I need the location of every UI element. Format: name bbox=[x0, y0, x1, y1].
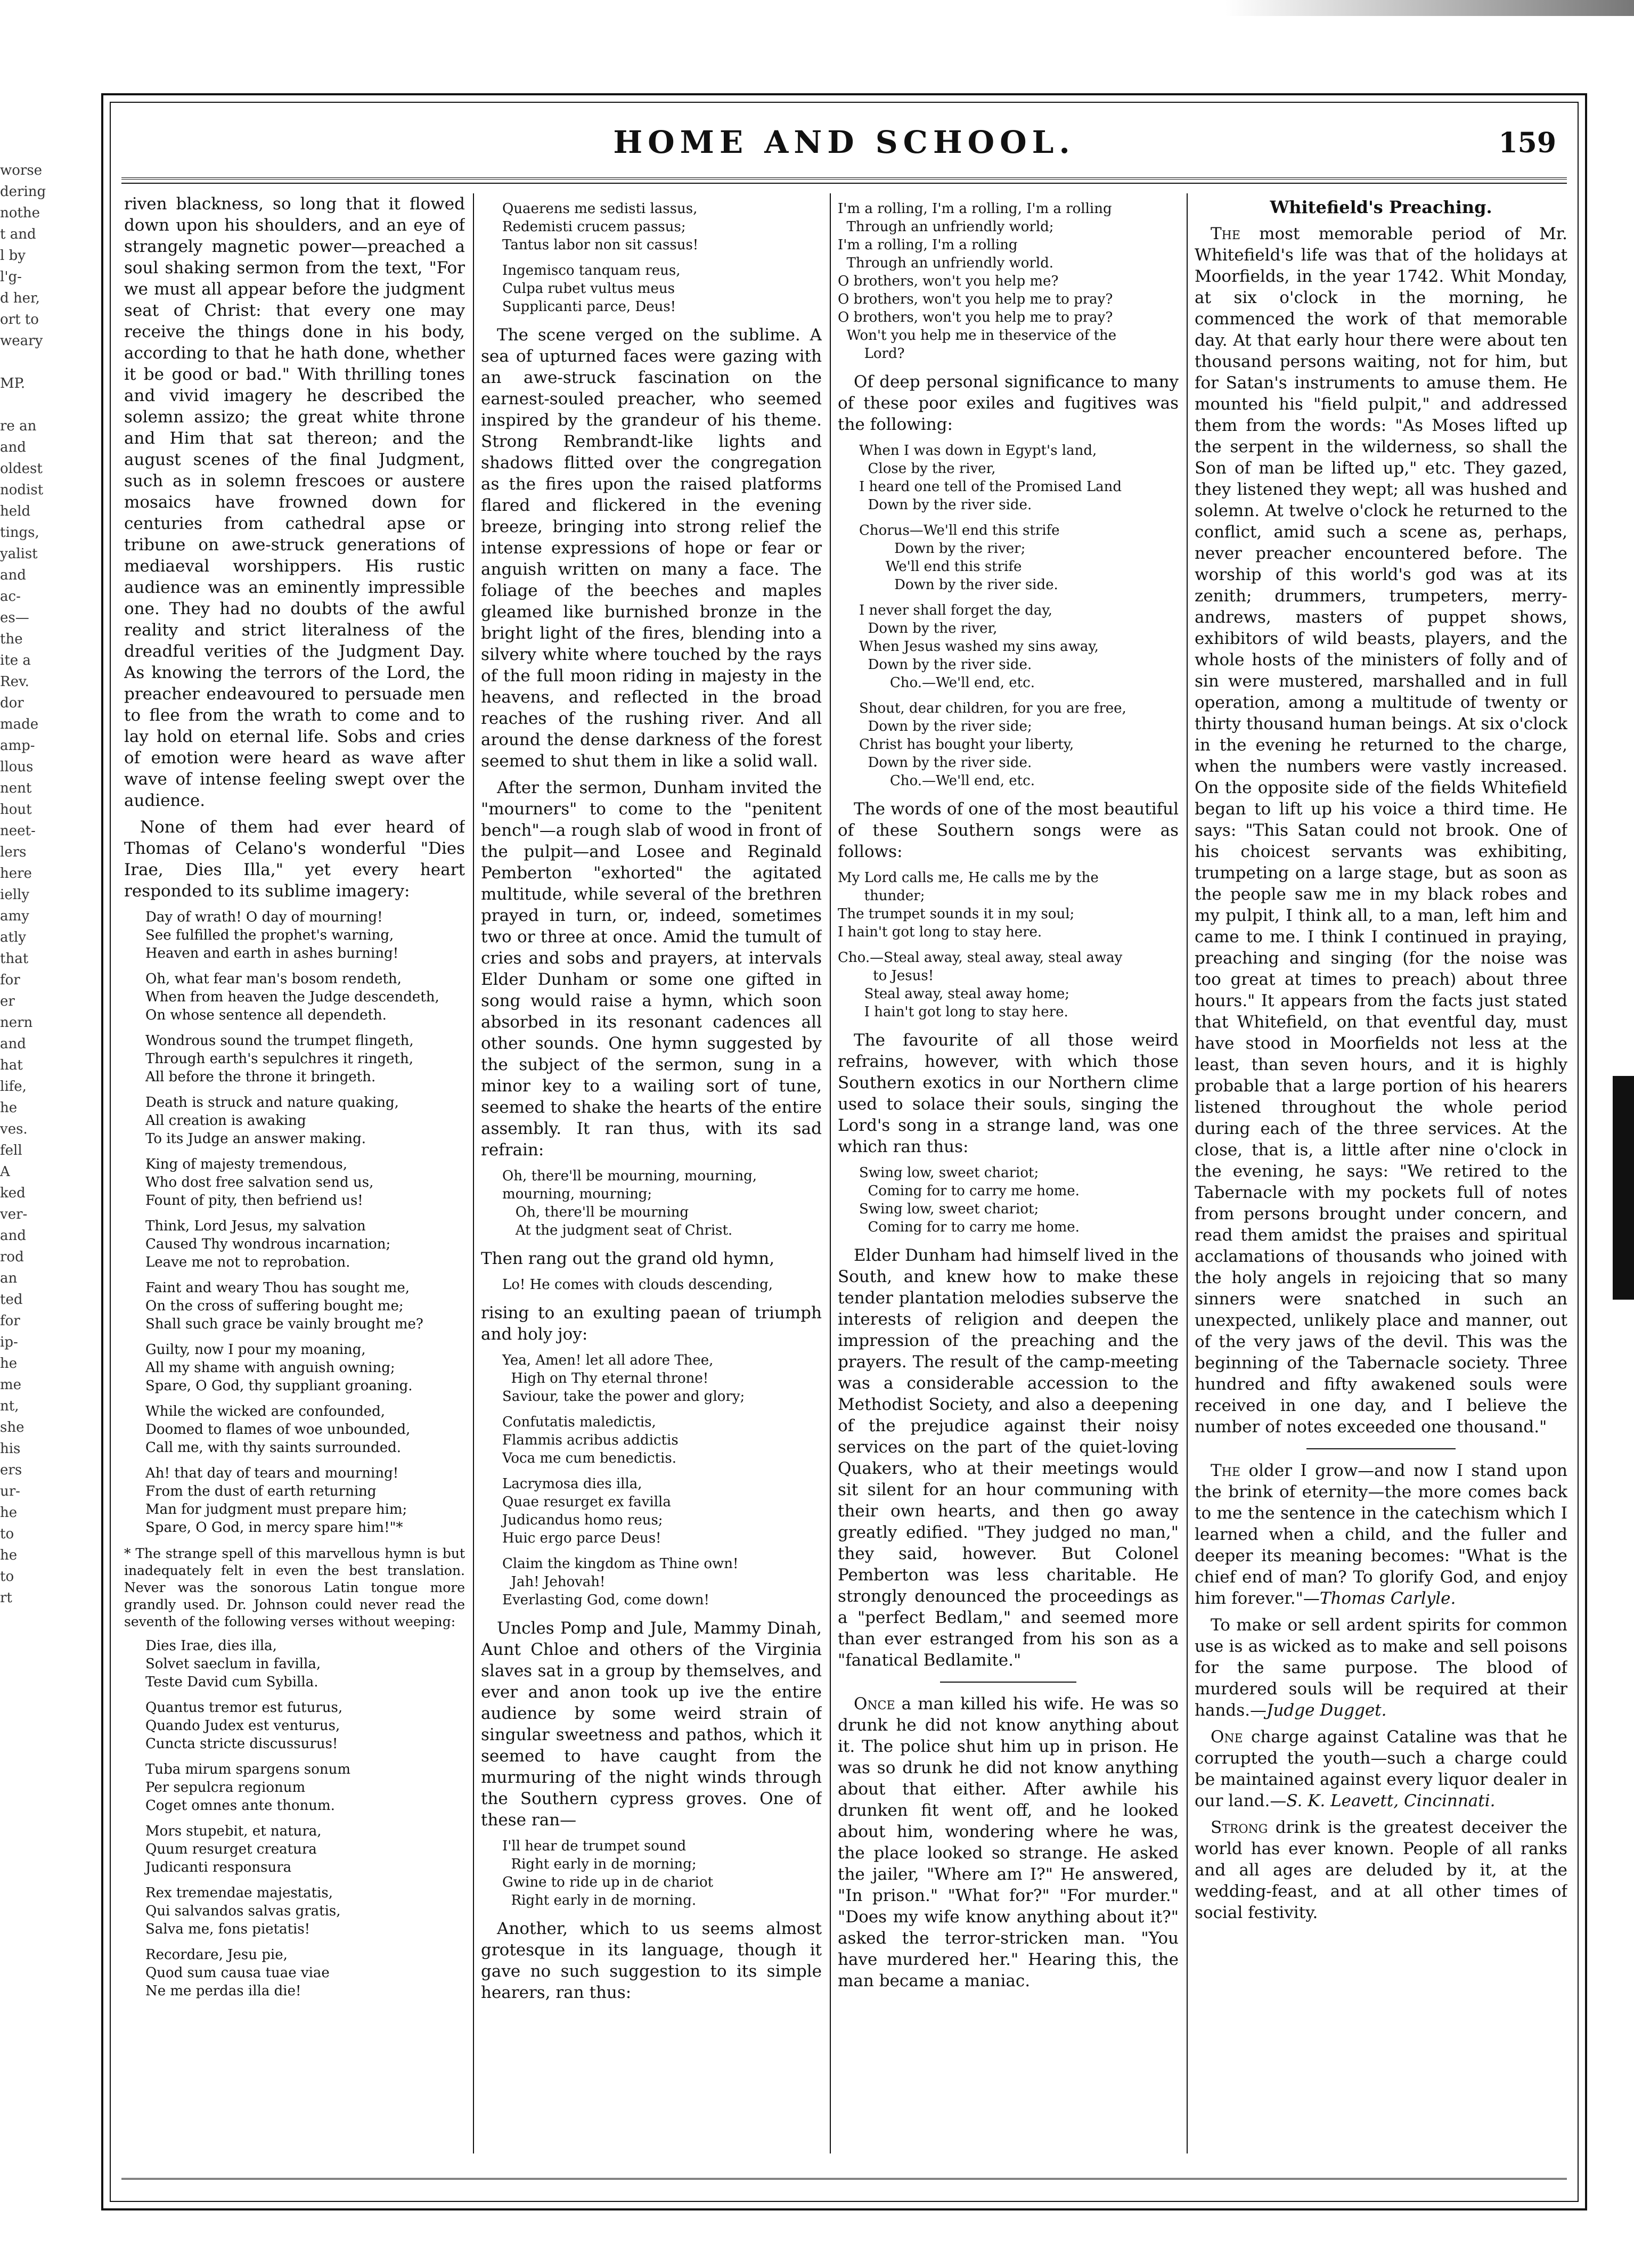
margin-fragment: nothe bbox=[0, 205, 40, 221]
hymn-dies-irae bbox=[145, 908, 465, 1537]
page-header bbox=[111, 103, 1578, 183]
stanza: Quantus tremor est futurus, Quando Judex est venturus, Cuncta stricte discussurus! bbox=[145, 1700, 343, 1752]
margin-fragment: amy bbox=[0, 908, 29, 924]
margin-fragment: d her, bbox=[0, 290, 40, 306]
margin-fragment: ac- bbox=[0, 589, 21, 605]
stanza: Dies Irae, dies illa, Solvet saeclum in favilla, Teste David cum Sybilla. bbox=[145, 1638, 321, 1690]
stanza: Lacrymosa dies illa, Quae resurget ex favilla Judicandus homo reus; Huic ergo parce Deus! bbox=[502, 1476, 671, 1546]
paragraph bbox=[1195, 1726, 1567, 1812]
margin-fragment: hat bbox=[0, 1057, 23, 1073]
margin-fragment: ielly bbox=[0, 887, 30, 903]
margin-fragment: l'g- bbox=[0, 269, 22, 285]
margin-fragment: ers bbox=[0, 1462, 22, 1478]
attribution: Judge Dugget. bbox=[1267, 1701, 1387, 1720]
song-verse bbox=[838, 869, 1179, 1021]
stanza: Oh, there'll be mourning, mourning, mourning, mourning; Oh, there'll be mourning At the judgment seat of Christ. bbox=[502, 1168, 757, 1238]
article-heading: Whitefield's Preaching. bbox=[1270, 197, 1492, 217]
margin-fragment: fell bbox=[0, 1143, 22, 1159]
stanza: Quaerens me sedisti lassus, Redemisti crucem passus; Tantus labor non sit cassus! bbox=[502, 201, 699, 253]
stanza: Wondrous sound the trumpet flingeth, Through earth's sepulchres it ringeth, All before the throne it bringeth. bbox=[145, 1033, 414, 1085]
margin-fragment: l by bbox=[0, 248, 26, 264]
paragraph-text: charge against Cataline was that he corrupted the youth—such a charge could be maintained against every liquor dealer in our land.— bbox=[1195, 1727, 1567, 1810]
column-4 bbox=[1195, 193, 1567, 2164]
page-inner-border bbox=[110, 102, 1579, 2202]
margin-fragment: for bbox=[0, 1313, 20, 1329]
margin-fragment: oldest bbox=[0, 461, 43, 477]
stanza: Lo! He comes with clouds descending, bbox=[502, 1277, 773, 1293]
paragraph: Of deep personal significance to many of these poor exiles and fugitives was the following: bbox=[838, 372, 1179, 434]
stanza: Rex tremendae majestatis, Qui salvandos salvas gratis, Salva me, fons pietatis! bbox=[145, 1885, 341, 1937]
margin-fragment: hout bbox=[0, 802, 32, 818]
binder-clip bbox=[1613, 1076, 1634, 1300]
margin-fragment: ort to bbox=[0, 312, 39, 328]
stanza: Confutatis maledictis, Flammis acribus addictis Voca me cum benedictis. bbox=[502, 1414, 679, 1466]
stanza: Oh, what fear man's bosom rendeth, When from heaven the Judge descendeth, On whose sentence all dependeth. bbox=[145, 971, 439, 1023]
top-edge-shadow bbox=[0, 0, 1634, 16]
column-1 bbox=[124, 193, 465, 2164]
paragraph: riven blackness, so long that it flowed down upon his shoulders, and an eye of strangely magnetic power—preached a soul shaking sermon from the text, "For we must all appear before the judgment seat of Christ: that every one may receive the things done in his body, according to that he hath done, whether it be good or bad." With thrilling tones and vivid imagery he described the solemn assizo; the great white throne and Him that sat thereon; and the august scenes of the final Judgment, such as in solemn frescoes or austere mosaics have frowned down for centuries from cathedral apse or tribune on awe-struck generations of mediaeval worshippers. His rustic audience was an eminently impressible one. They had no doubts of the awful reality and strict literalness of the dreadful verities of the Judgment Day. As knowing the terrors of the Lord, the preacher endeavoured to persuade men to flee from the wrath to come and to lay hold on eternal life. Sobs and cries of emotion were heard as wave after wave of intense feeling swept over the audience. bbox=[124, 194, 465, 810]
paragraph: The words of one of the most beautiful of these Southern songs were as follows: bbox=[838, 799, 1179, 861]
margin-fragment: nt, bbox=[0, 1398, 19, 1414]
margin-fragment: atly bbox=[0, 929, 26, 945]
column-divider bbox=[473, 193, 474, 2153]
margin-fragment: nern bbox=[0, 1015, 33, 1031]
footnote: * The strange spell of this marvellous hymn is but inadequately felt in even the best translation. Never was the sonorous Latin tongue more grandly used. Dr. Johnson could never read the seventh of the following verses without weeping: bbox=[124, 1546, 465, 1629]
hymn-verse bbox=[502, 1167, 822, 1239]
paragraph: Uncles Pomp and Jule, Mammy Dinah, Aunt Chloe and others of the Virginia slaves sat in a group by themselves, and ever and anon took up ive the entire audience by some weird strain of singular sweetness and pathos, which it seemed to have caught from the murmuring of the night winds through the Southern cypress groves. One of these ran— bbox=[481, 1619, 822, 1830]
margin-fragment: he bbox=[0, 1547, 18, 1563]
stanza: My Lord calls me, He calls me by the thunder; The trumpet sounds it in my soul; I hain't got long to stay here. bbox=[838, 870, 1099, 940]
margin-fragment: A bbox=[0, 1164, 10, 1180]
margin-fragment: dering bbox=[0, 184, 46, 200]
paragraph-text: drink is the greatest deceiver the world has ever known. People of all ranks and all ages are deluded by it, at the wedding-feast, and at all other times of social festivity. bbox=[1195, 1818, 1567, 1922]
latin-hymn bbox=[145, 1637, 465, 2000]
margin-fragment: and bbox=[0, 1228, 26, 1244]
paragraph: The scene verged on the sublime. A sea of upturned faces were gazing with an awe-struck fascination on the earnest-souled preacher, who seemed inspired by the grandeur of his theme. Strong Rembrandt-like lights and shadows flitted over the congregation as the fires upon the raised platforms flared and flickered in the evening breeze, bringing into strong relief the intense expressions of hope or fear or anguish written on many a face. The foliage of the beeches and maples gleamed like burnished bronze in the bright light of the fires, blending into a silvery white where touched by the rays of the full moon riding in majesty in the heavens, and reflected in the broad reaches of the rushing river. And all around the dense darkness of the forest seemed to shut them in like a solid wall. bbox=[481, 325, 822, 771]
stanza: Ah! that day of tears and mourning! From the dust of earth returning Man for judgment must prepare him; Spare, O God, in mercy spare him!"* bbox=[145, 1465, 407, 1536]
margin-fragment bbox=[0, 394, 80, 415]
margin-fragment: nodist bbox=[0, 482, 44, 498]
margin-fragment: that bbox=[0, 951, 29, 967]
margin-fragment: MP. bbox=[0, 376, 26, 391]
paragraph bbox=[1195, 223, 1567, 1438]
paragraph: The favourite of all those weird refrains, however, with which those Southern exotics in our Northern clime used to solace their souls, singing the Lord's song in a strange land, was one which ran thus: bbox=[838, 1031, 1179, 1156]
paragraph-text: To make or sell ardent spirits for common use is as wicked as to make and sell poisons for the same purpose. The blood of murdered souls will be required at their hands.— bbox=[1195, 1616, 1567, 1720]
stanza: When I was down in Egypt's land, Close by the river, I heard one tell of the Promised Land Down by the river side. bbox=[859, 443, 1122, 513]
lead-word: One bbox=[1211, 1727, 1243, 1747]
paragraph bbox=[838, 1693, 1179, 1992]
margin-fragment bbox=[0, 352, 80, 373]
newspaper-page bbox=[101, 93, 1587, 2210]
stanza: Yea, Amen! let all adore Thee, High on Thy eternal throne! Saviour, take the power and glory; bbox=[502, 1352, 745, 1405]
margin-fragment: es— bbox=[0, 610, 29, 626]
margin-fragment: rod bbox=[0, 1249, 24, 1265]
margin-fragment: re an bbox=[0, 418, 37, 434]
margin-fragment: ver- bbox=[0, 1206, 28, 1222]
margin-fragment: life, bbox=[0, 1079, 27, 1095]
margin-fragment: neet- bbox=[0, 823, 36, 839]
margin-fragment: ur- bbox=[0, 1483, 20, 1499]
lead-word: The bbox=[1211, 1461, 1240, 1480]
stanza: Guilty, now I pour my moaning, All my shame with anguish owning; Spare, O God, thy suppliant groaning. bbox=[145, 1342, 413, 1394]
stanza: Recordare, Jesu pie, Quod sum causa tuae viae Ne me perdas illa die! bbox=[145, 1947, 330, 1999]
margin-fragment: and bbox=[0, 567, 26, 583]
header-rule bbox=[121, 177, 1567, 184]
margin-fragment: rt bbox=[0, 1590, 12, 1606]
stanza: King of majesty tremendous, Who dost free salvation send us, Fount of pity, then befriend us! bbox=[145, 1156, 374, 1209]
column-divider bbox=[1187, 193, 1188, 2153]
margin-fragment: he bbox=[0, 1505, 18, 1521]
stanza: Claim the kingdom as Thine own! Jah! Jehovah! Everlasting God, come down! bbox=[502, 1556, 739, 1608]
margin-fragment: made bbox=[0, 716, 39, 732]
margin-fragment: held bbox=[0, 503, 31, 519]
paragraph: After the sermon, Dunham invited the "mourners" to come to the "penitent bench"—a rough slab of wood in front of the pulpit—and Losee and Reginald Pemberton "exhorted" the agitated multitude, while several of the brethren prayed in turn, or, indeed, sometimes two or three at once. Amid the tumult of cries and sobs and prayers, at intervals Elder Dunham or some one gifted in song would raise a hymn, which soon absorbed in its resonant cadences all other sounds. One hymn suggested by the subject of the sermon, sung in a minor key to a wailing sort of tune, seemed to shake the hearts of the entire assembly. It ran thus, with its sad refrain: bbox=[481, 778, 822, 1160]
stanza: Death is struck and nature quaking, All creation is awaking To its Judge an answer making. bbox=[145, 1095, 399, 1147]
margin-fragment: an bbox=[0, 1270, 18, 1286]
margin-fragment: he bbox=[0, 1356, 18, 1372]
stanza: Swing low, sweet chariot; Coming for to carry me home. Swing low, sweet chariot; Coming for to carry me home. bbox=[859, 1165, 1080, 1235]
margin-fragment: the bbox=[0, 631, 23, 647]
margin-fragment: tings, bbox=[0, 525, 39, 541]
stanza: Ingemisco tanquam reus, Culpa rubet vultus meus Supplicanti parce, Deus! bbox=[502, 263, 681, 315]
lead-word: Once bbox=[854, 1694, 895, 1714]
hymn-verse bbox=[502, 1351, 822, 1609]
song-verse bbox=[838, 200, 1179, 363]
column-2 bbox=[481, 193, 822, 2164]
bottom-rule bbox=[121, 2178, 1567, 2180]
paragraph-text: older I grow—and now I stand upon the brink of eternity—the more comes back to me the sentence in the catechism which I learned when a child, and the fuller and deeper its meaning becomes: "What is the chief end of man? To glorify God, and enjoy him forever."— bbox=[1195, 1461, 1567, 1608]
attribution: Thomas Carlyle. bbox=[1319, 1589, 1456, 1608]
paragraph bbox=[1195, 1460, 1567, 1609]
lead-word: Strong bbox=[1211, 1818, 1268, 1837]
paragraph-text: a man killed his wife. He was so drunk he did not know anything about it. The police shut him up in prison. He was so drunk he did not know anything about that either. After awhile his drunken fit went off, and he looked about him, wondering where he was, the place looked so strange. He asked the jailer, "Where am I?" He answered, "In prison." "What for?" "For murder." "Does my wife know anything about it?" asked the terror-stricken man. "You have murdered her." Hearing this, the man became a maniac. bbox=[838, 1694, 1179, 1990]
margin-fragment: to bbox=[0, 1526, 14, 1542]
margin-fragment: worse bbox=[0, 162, 43, 178]
song-verse bbox=[859, 1164, 1179, 1236]
margin-fragment: Rev. bbox=[0, 674, 29, 690]
paragraph: None of them had ever heard of Thomas of Celano's wonderful "Dies Irae, Dies Illa," yet every heart responded to its sublime imagery: bbox=[124, 818, 465, 901]
margin-fragment: ted bbox=[0, 1292, 23, 1308]
margin-fragment: he bbox=[0, 1100, 18, 1116]
stanza: I never shall forget the day, Down by the river, When Jesus washed my sins away, Down by the river side. Cho.—We'll end, etc. bbox=[859, 602, 1099, 691]
page-number: 159 bbox=[1498, 127, 1556, 159]
margin-fragment: to bbox=[0, 1569, 14, 1585]
margin-fragment: yalist bbox=[0, 546, 38, 562]
paragraph bbox=[1195, 1614, 1567, 1721]
margin-fragment: nent bbox=[0, 780, 32, 796]
stanza: Shout, dear children, for you are free, Down by the river side; Christ has bought your liberty, Down by the river side. Cho.—We'll end, etc. bbox=[859, 700, 1126, 789]
margin-fragment: er bbox=[0, 993, 15, 1009]
margin-fragment: and bbox=[0, 439, 26, 455]
stanza: Faint and weary Thou has sought me, On the cross of suffering bought me; Shall such grace be vainly brought me? bbox=[145, 1280, 423, 1332]
margin-fragment: dor bbox=[0, 695, 24, 711]
margin-fragment: weary bbox=[0, 333, 43, 349]
paragraph-text: most memorable period of Mr. Whitefield's life was that of the holidays at Moorfields, in the year 1742. Whit Monday, at six o'clock in the morning, he commenced the work of that memorable day. At that early hour there were about ten thousand persons waiting, not for him, but for Satan's instruments to amuse them. He mounted his "field pulpit," and addressed them from the words: "As Moses lifted up the serpent in the wilderness, so shall the Son of man be lifted up," etc. They gazed, they listened they wept; all was hushed and solemn. At twelve o'clock he returned to the conflict, amid such a scene as, perhaps, never preacher encountered before. The worship of this world's god was at its zenith; drummers, trumpeters, merry-andrews, masters of puppet shows, exhibitors of wild beasts, players, and the whole hosts of the ministers of folly and of sin were mustered, marshalled and in full operation, among a multitude of twenty or thirty thousand human beings. At six o'clock in the evening he returned to the charge, when the numbers were vastly increased. On the opposite side of the fields Whitefield began to lift up his voice a third time. He says: "This Satan could not brook. One of his choicest servants was exhibiting, trumpeting on a large stage, but as soon as the people saw me in my black robes and my pulpit, I think all, to a man, left him and came to me. I think I continued in praying, preaching and singing (for the noise was too great at times to preach) about three hours." It appears from the facts just stated that Whitefield, on that eventful day, must have stood in Moorfields not less at the least, than seven hours, and it is highly probable that a large portion of his hearers listened throughout the whole period during each of the three services. At the close, that is, a little after nine o'clock in the evening, he says: "We retired to the Tabernacle with my pockets full of notes from persons brought under concern, and read them amidst the praises and spiritual acclamations of thousands who joined with the holy angels in rejoicing that so many sinners were snatched in such an unexpected, unlikely place and manner, out of the very jaws of the devil. This was the beginning of the Tabernacle society. Three hundred and fifty awakened souls were received in one day, and I believe the number of notes exceeded one thousand." bbox=[1195, 224, 1567, 1437]
paragraph: Then rang out the grand old hymn, bbox=[481, 1249, 775, 1268]
margin-fragment: his bbox=[0, 1441, 21, 1457]
paragraph: Elder Dunham had himself lived in the South, and knew how to make these tender plantation melodies subserve the interests of religion and deepen the impression of the preaching and the prayers. The result of the camp-meeting was a considerable accession to the Methodist Society, and also a deepening of the prejudice against their noisy services on the part of the quiet-loving Quakers, who at their meetings would sit silent for an hour communing with their own hearts, and then go away greatly edified. "They judged no man," they said, however. But Colonel Pemberton was less charitable. He strongly denounced the proceedings as a "perfect Bedlam," and seemed more than ever estranged from his son as a "fanatical Bedlamite." bbox=[838, 1246, 1179, 1670]
margin-fragment: she bbox=[0, 1419, 24, 1435]
margin-fragment: t and bbox=[0, 226, 36, 242]
margin-fragment: and bbox=[0, 1036, 26, 1052]
attribution: S. K. Leavett, Cincinnati. bbox=[1286, 1791, 1496, 1810]
margin-fragment: llous bbox=[0, 759, 34, 775]
hymn-verse bbox=[502, 1276, 822, 1294]
song-verse bbox=[502, 1837, 822, 1910]
latin-verse bbox=[502, 200, 822, 316]
margin-fragment: ked bbox=[0, 1185, 26, 1201]
paragraph bbox=[1195, 1817, 1567, 1923]
stanza: While the wicked are confounded, Doomed to flames of woe unbounded, Call me, with thy saints surrounded. bbox=[145, 1404, 411, 1456]
column-divider bbox=[830, 193, 831, 2153]
song-verse bbox=[859, 442, 1179, 790]
margin-fragment: for bbox=[0, 972, 20, 988]
stanza: Day of wrath! O day of mourning! See fulfilled the prophet's warning, Heaven and earth in ashes burning! bbox=[145, 909, 399, 961]
margin-fragment: me bbox=[0, 1377, 22, 1393]
stanza: Chorus—We'll end this strife Down by the river; We'll end this strife Down by the river side. bbox=[859, 523, 1060, 593]
page-title: HOME AND SCHOOL. bbox=[613, 124, 1075, 160]
margin-fragment: here bbox=[0, 866, 32, 882]
stanza: Cho.—Steal away, steal away, steal away to Jesus! Steal away, steal away home; I hain't got long to stay here. bbox=[838, 950, 1123, 1020]
margin-fragment: lers bbox=[0, 844, 27, 860]
paragraph: Another, which to us seems almost grotesque in its language, though it gave no such suggestion to its simple hearers, ran thus: bbox=[481, 1919, 822, 2002]
stanza: Tuba mirum spargens sonum Per sepulcra regionum Coget omnes ante thonum. bbox=[145, 1761, 350, 1814]
margin-fragment: ves. bbox=[0, 1121, 28, 1137]
paragraph: rising to an exulting paean of triumph and holy joy: bbox=[481, 1303, 822, 1344]
stanza: Mors stupebit, et natura, Quum resurget creatura Judicanti responsura bbox=[145, 1823, 322, 1875]
margin-fragment: ip- bbox=[0, 1334, 18, 1350]
section-divider bbox=[1306, 1448, 1456, 1449]
margin-fragment: ite a bbox=[0, 652, 31, 668]
adjacent-page-margin bbox=[0, 160, 80, 2184]
lead-word: The bbox=[1211, 224, 1240, 243]
column-3 bbox=[838, 193, 1179, 2164]
stanza: I'm a rolling, I'm a rolling, I'm a rolling Through an unfriendly world; I'm a rolling, I'm a rolling Through an unfriendly world. O brothers, won't you help me? O brothers, won't you help me to pray? O brothers, won't you help me to pray? Won't you help me in theservice of the Lord? bbox=[838, 201, 1117, 362]
stanza: I'll hear de trumpet sound Right early in de morning; Gwine to ride up in de chariot Right early in de morning. bbox=[502, 1838, 714, 1908]
margin-fragment: amp- bbox=[0, 738, 35, 754]
section-divider bbox=[940, 1682, 1076, 1683]
stanza: Think, Lord Jesus, my salvation Caused Thy wondrous incarnation; Leave me not to reprobation. bbox=[145, 1218, 391, 1270]
